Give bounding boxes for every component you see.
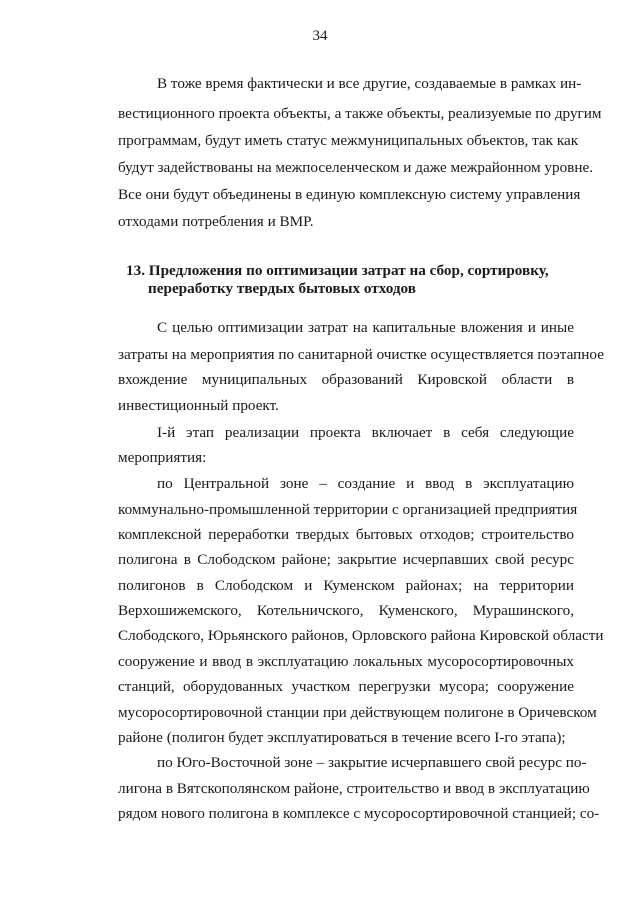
text-line: С целью оптимизации затрат на капитальные вложения и иные: [157, 319, 574, 336]
text-line: отходами потребления и ВМР.: [118, 213, 314, 230]
text-line: вхождение муниципальных образований Кировской области в: [118, 371, 574, 388]
text-line: сооружение и ввод в эксплуатацию локальных мусоросортировочных: [118, 653, 574, 670]
text-line: будут задействованы на межпоселенческом и даже межрайонном уровне.: [118, 159, 594, 176]
text-line: инвестиционный проект.: [118, 397, 279, 414]
heading-line: 13. Предложения по оптимизации затрат на сбор, сортировку,: [126, 262, 549, 279]
text-line: полигона в Слободском районе; закрытие исчерпавших свой ресурс: [118, 551, 574, 568]
text-line: I-й этап реализации проекта включает в себя следующие: [157, 424, 574, 441]
text-line: Верхошижемского, Котельничского, Куменского, Мурашинского,: [118, 602, 574, 619]
text-line: рядом нового полигона в комплексе с мусоросортировочной станцией; со-: [118, 805, 600, 822]
text-line: районе (полигон будет эксплуатироваться в течение всего I-го этапа);: [118, 729, 566, 746]
text-line: затраты на мероприятия по санитарной очистке осуществляется поэтапное: [118, 346, 604, 363]
heading-line: переработку твердых бытовых отходов: [148, 280, 416, 297]
text-line: лигона в Вятскополянском районе, строительство и ввод в эксплуатацию: [118, 780, 590, 797]
text-line: мероприятия:: [118, 449, 207, 466]
text-line: Слободского, Юрьянского районов, Орловского района Кировской области: [118, 627, 604, 644]
text-line: коммунально-промышленной территории с организацией предприятия: [118, 501, 578, 518]
text-line: станций, оборудованных участком перегрузки мусора; сооружение: [118, 678, 574, 695]
text-line: комплексной переработки твердых бытовых отходов; строительство: [118, 526, 574, 543]
text-line: мусоросортировочной станции при действующем полигоне в Оричевском: [118, 704, 597, 721]
text-line: программам, будут иметь статус межмуниципальных объектов, так как: [118, 132, 579, 149]
text-line: по Центральной зоне – создание и ввод в эксплуатацию: [157, 475, 574, 492]
text-line: Все они будут объединены в единую комплексную систему управления: [118, 186, 581, 203]
text-line: вестиционного проекта объекты, а также объекты, реализуемые по другим: [118, 105, 602, 122]
text-line: полигонов в Слободском и Куменском районах; на территории: [118, 577, 574, 594]
page-number: 34: [312, 28, 328, 44]
text-line: по Юго-Восточной зоне – закрытие исчерпавшего свой ресурс по-: [157, 754, 587, 771]
text-line: В тоже время фактически и все другие, создаваемые в рамках ин-: [157, 75, 582, 92]
